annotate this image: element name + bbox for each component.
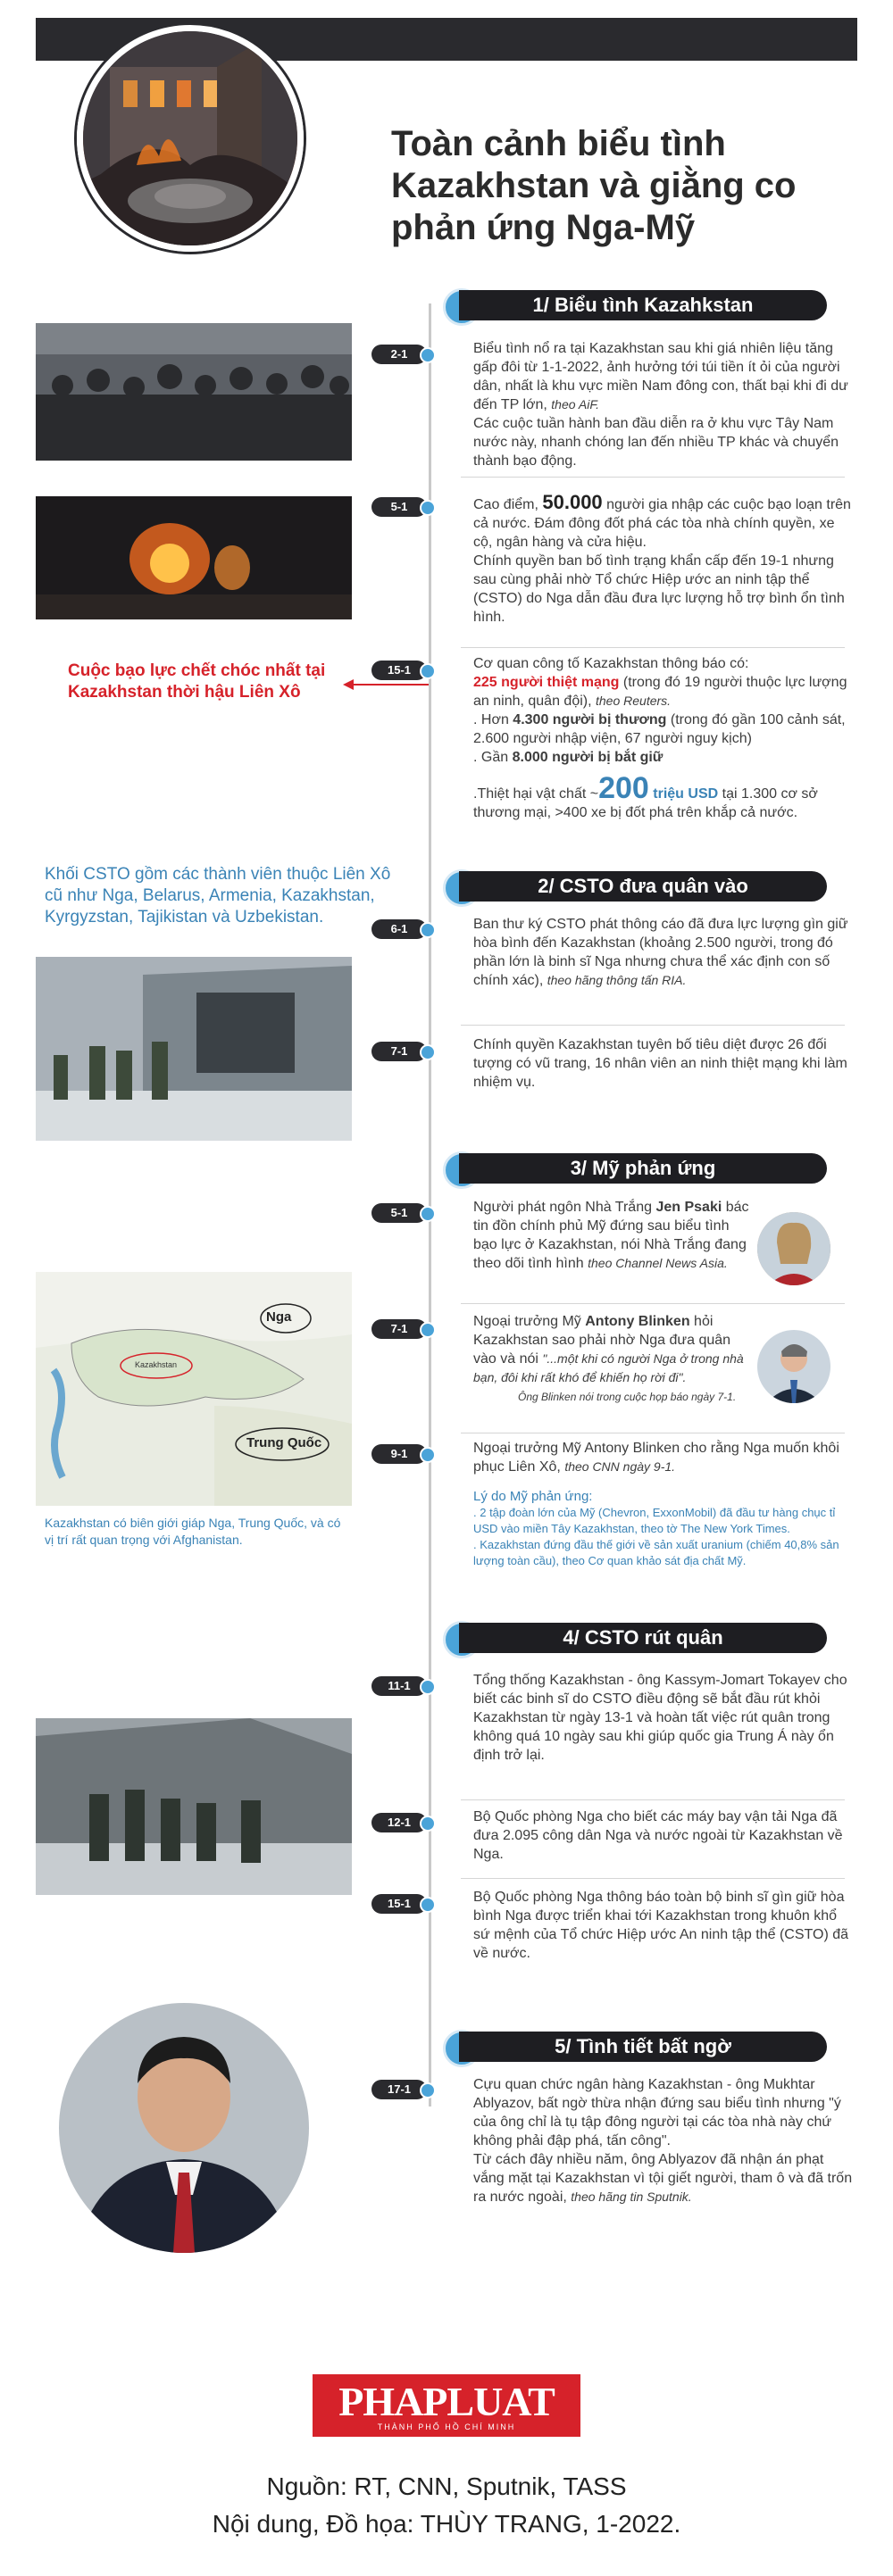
event-body: tại 1.300 cơ sở thương mại, >400 xe bị đốt phá trên khắp cả nước. [473, 786, 818, 820]
event-text [473, 339, 857, 470]
event-text [473, 2075, 857, 2206]
event-source: theo AiF. [551, 397, 599, 411]
event-body: Ngoại trưởng Mỹ [473, 1314, 581, 1329]
event-body-2: Chính quyền ban bố tình trạng khẩn cấp đến 19-1 nhưng sau cùng phải nhờ Tổ chức Hiệp ước an ninh tập thể (CSTO) do Nga dẫn đầu đưa lực lượng hỗ trợ bình ổn tình hình. [473, 553, 845, 625]
divider [461, 1799, 845, 1800]
arrest-count: 8.000 người bị bắt giữ [512, 750, 663, 765]
event-body-2: Từ cách đây nhiều năm, ông Ablyazov đã nhận án phạt vắng mặt tại Kazakhstan vì tội giết người, tham ô và đã trốn ra nước ngoài, [473, 2152, 853, 2205]
event-body: hỏi Kazakhstan sao phải nhờ Nga đưa quân vào và nói [473, 1314, 731, 1367]
event-body: . Gần [473, 750, 509, 765]
event-text [473, 1671, 857, 1765]
date-badge: 2-1 [371, 345, 427, 364]
section-3-heading: 3/ Mỹ phản ứng [459, 1153, 827, 1184]
event-source: theo Reuters. [596, 694, 672, 708]
reasons-title: Lý do Mỹ phản ứng: [473, 1489, 593, 1504]
event-text [473, 1888, 857, 1963]
date-badge: 7-1 [371, 1042, 427, 1061]
event-source: theo hãng thông tấn RIA. [547, 973, 687, 987]
section-2-heading: 2/ CSTO đưa quân vào [459, 871, 827, 902]
event-text [473, 1198, 750, 1273]
event-body: Chính quyền Kazakhstan tuyên bố tiêu diệt được 26 đối tượng có vũ trang, 16 nhân viên an ninh thiệt mạng khi làm nhiệm vụ. [473, 1037, 847, 1090]
divider [461, 477, 845, 478]
map-label-kazakhstan: Kazakhstan [135, 1360, 178, 1369]
event-body: Bộ Quốc phòng Nga cho biết các máy bay vận tải Nga đã đưa 2.095 công dân Nga và nước ngoài từ Kazakhstan về Nga. [473, 1809, 843, 1862]
photo-burning-car [36, 496, 352, 619]
credit-line: Nội dung, Đồ họa: THÙY TRANG, 1-2022. [212, 2510, 681, 2538]
event-body: Biểu tình nổ ra tại Kazakhstan sau khi giá nhiên liệu tăng gấp đôi từ 1-1-2022, ảnh hưởng tới túi tiền ít ỏi của người dân, nhất là khu vực miền Nam đông con, thất bại khi đi dư đến TP lớn, [473, 341, 848, 412]
date-badge: 17-1 [371, 2080, 427, 2099]
callout-label: Cuộc bạo lực chết chóc nhất tại Kazakhstan thời hậu Liên Xô [68, 661, 326, 702]
photo-protest-crowd [36, 323, 352, 461]
event-text [473, 915, 857, 990]
avatar-psaki [757, 1212, 830, 1285]
event-body: (trong đó gần 100 cảnh sát, 2.600 người nhập viện, 67 người nguy kịch) [473, 712, 846, 746]
divider [461, 1025, 845, 1026]
photo-troops-aircraft [36, 957, 352, 1141]
date-badge: 5-1 [371, 497, 427, 517]
map-label-china: Trung Quốc [246, 1435, 322, 1450]
event-text [473, 1312, 750, 1407]
event-body: Người phát ngôn Nhà Trắng [473, 1200, 652, 1215]
event-body-2: Các cuộc tuần hành ban đầu diễn ra ở khu vực Tây Nam nước này, nhanh chóng lan đến nhiều TP khác và chuyển thành bạo động. [473, 416, 839, 469]
date-badge: 11-1 [371, 1676, 427, 1696]
divider [461, 1303, 845, 1304]
quote-source: Ông Blinken nói trong cuộc họp báo ngày 7-1. [518, 1391, 737, 1403]
photo-troops-return [36, 1718, 352, 1895]
event-text [473, 654, 857, 822]
damage-value: 200 [598, 771, 649, 805]
event-body: .Thiệt hại vật chất ~ [473, 786, 599, 802]
date-badge: 5-1 [371, 1203, 427, 1223]
event-body: (trong đó 19 người thuộc lực lượng an ninh, quân đội), [473, 675, 847, 709]
portrait-ablyazov [59, 2003, 309, 2253]
section-1-heading: 1/ Biểu tình Kazahkstan [459, 290, 827, 320]
divider [461, 647, 845, 648]
divider [461, 1878, 845, 1879]
date-badge: 7-1 [371, 1319, 427, 1339]
us-reasons-box [473, 1489, 857, 1569]
event-text [473, 493, 857, 627]
date-badge: 15-1 [371, 661, 427, 680]
reason-item: . 2 tập đoàn lớn của Mỹ (Chevron, ExxonMobil) đã đầu tư hàng chục tỉ USD vào miền Tây Kazakhstan, theo tờ The New York Times. [473, 1506, 836, 1535]
map-label-russia: Nga [266, 1309, 292, 1325]
section-5-heading: 5/ Tình tiết bất ngờ [459, 2032, 827, 2062]
avatar-blinken [757, 1330, 830, 1403]
brand-logo [313, 2374, 580, 2437]
event-body: . Hơn [473, 712, 509, 727]
date-badge: 12-1 [371, 1813, 427, 1832]
callout-text [68, 661, 363, 703]
event-text [473, 1807, 857, 1864]
event-source: theo CNN ngày 9-1. [564, 1459, 676, 1474]
logo-text: PHAPLUAT [338, 2379, 555, 2424]
event-body: Cựu quan chức ngân hàng Kazakhstan - ông Mukhtar Ablyazov, bất ngờ thừa nhận đứng sau biểu tình nhưng "ý của ông chỉ là tụ tập đông người tại các tòa nhà này chứ không phải đập phá, tấn công". [473, 2077, 841, 2148]
csto-members-note: Khối CSTO gồm các thành viên thuộc Liên Xô cũ như Nga, Belarus, Armenia, Kazakhstan, Kyrgyzstan, Tajikistan và Uzbekistan. [45, 865, 391, 927]
event-body: Cao điểm, [473, 497, 538, 512]
hero-image-fire [77, 25, 304, 252]
event-body: Bộ Quốc phòng Nga thông báo toàn bộ binh sĩ gìn giữ hòa bình Nga được triển khai tới Kazakhstan trong khuôn khổ sứ mệnh của Tổ chức Hiệp ước An ninh tập thể (CSTO) đã về nước. [473, 1890, 849, 1961]
person-name: Jen Psaki [655, 1200, 722, 1215]
event-source: theo Channel News Asia. [588, 1256, 728, 1270]
date-badge: 6-1 [371, 919, 427, 939]
map-caption: Kazakhstan có biên giới giáp Nga, Trung Quốc, và có vị trí rất quan trọng với Afghanistan. [45, 1516, 341, 1547]
injured-count: 4.300 người bị thương [513, 712, 667, 727]
section-4-heading: 4/ CSTO rút quân [459, 1623, 827, 1653]
date-badge: 15-1 [371, 1894, 427, 1914]
map-kazakhstan [36, 1272, 352, 1506]
deaths-count: 225 người thiệt mạng [473, 675, 620, 690]
event-source: theo hãng tin Sputnik. [571, 2190, 692, 2204]
page-title: Toàn cảnh biểu tình Kazakhstan và giằng co phản ứng Nga-Mỹ [391, 124, 797, 247]
date-badge: 9-1 [371, 1444, 427, 1464]
person-name: Antony Blinken [585, 1314, 690, 1329]
event-text [473, 1035, 857, 1092]
quote-text: "...một khi có người Nga ở trong nhà bạn, đôi khi rất khó để khiến họ rời đi". [473, 1351, 744, 1384]
event-text [473, 1439, 857, 1476]
logo-subtitle: THÀNH PHỐ HỒ CHÍ MINH [377, 2422, 516, 2431]
event-body: bác tin đồn chính phủ Mỹ đứng sau biểu tình bạo lực ở Kazakhstan, nói Nhà Trắng đang theo dõi tình hình [473, 1200, 749, 1271]
event-body: Ban thư ký CSTO phát thông cáo đã đưa lực lượng gìn giữ hòa bình đến Kazakhstan (khoảng 2.500 người, trong đó phần lớn là binh sĩ Nga nhưng chưa thể xác định con số chính xác), [473, 917, 848, 988]
sources-line: Nguồn: RT, CNN, Sputnik, TASS [266, 2472, 627, 2500]
event-body: Cơ quan công tố Kazakhstan thông báo có: [473, 656, 749, 671]
highlight-number: 50.000 [542, 491, 603, 513]
damage-unit: triệu USD [653, 786, 719, 802]
event-body: người gia nhập các cuộc bạo loạn trên cả nước. Đám đông đốt phá các tòa nhà chính quyền, xe cộ, ngân hàng và cửa hiệu. [473, 497, 851, 550]
burning-building-illustration [83, 31, 297, 245]
timeline-line [429, 303, 431, 2107]
event-body: Ngoại trưởng Mỹ Antony Blinken cho rằng Nga muốn khôi phục Liên Xô, [473, 1441, 839, 1475]
reason-item: . Kazakhstan đứng đầu thế giới về sản xuất uranium (chiếm 40,8% sản lượng toàn cầu), theo Cơ quan khảo sát địa chất Mỹ. [473, 1538, 839, 1567]
arrow-left-icon [343, 678, 432, 691]
event-body: Tổng thống Kazakhstan - ông Kassym-Jomart Tokayev cho biết các binh sĩ do CSTO điều động sẽ bắt đầu rút khỏi Kazakhstan từ ngày 13-1 và hoàn tất việc rút quân trong không quá 10 ngày sau khi giúp quốc gia Trung Á này ổn định trở lại. [473, 1673, 847, 1763]
